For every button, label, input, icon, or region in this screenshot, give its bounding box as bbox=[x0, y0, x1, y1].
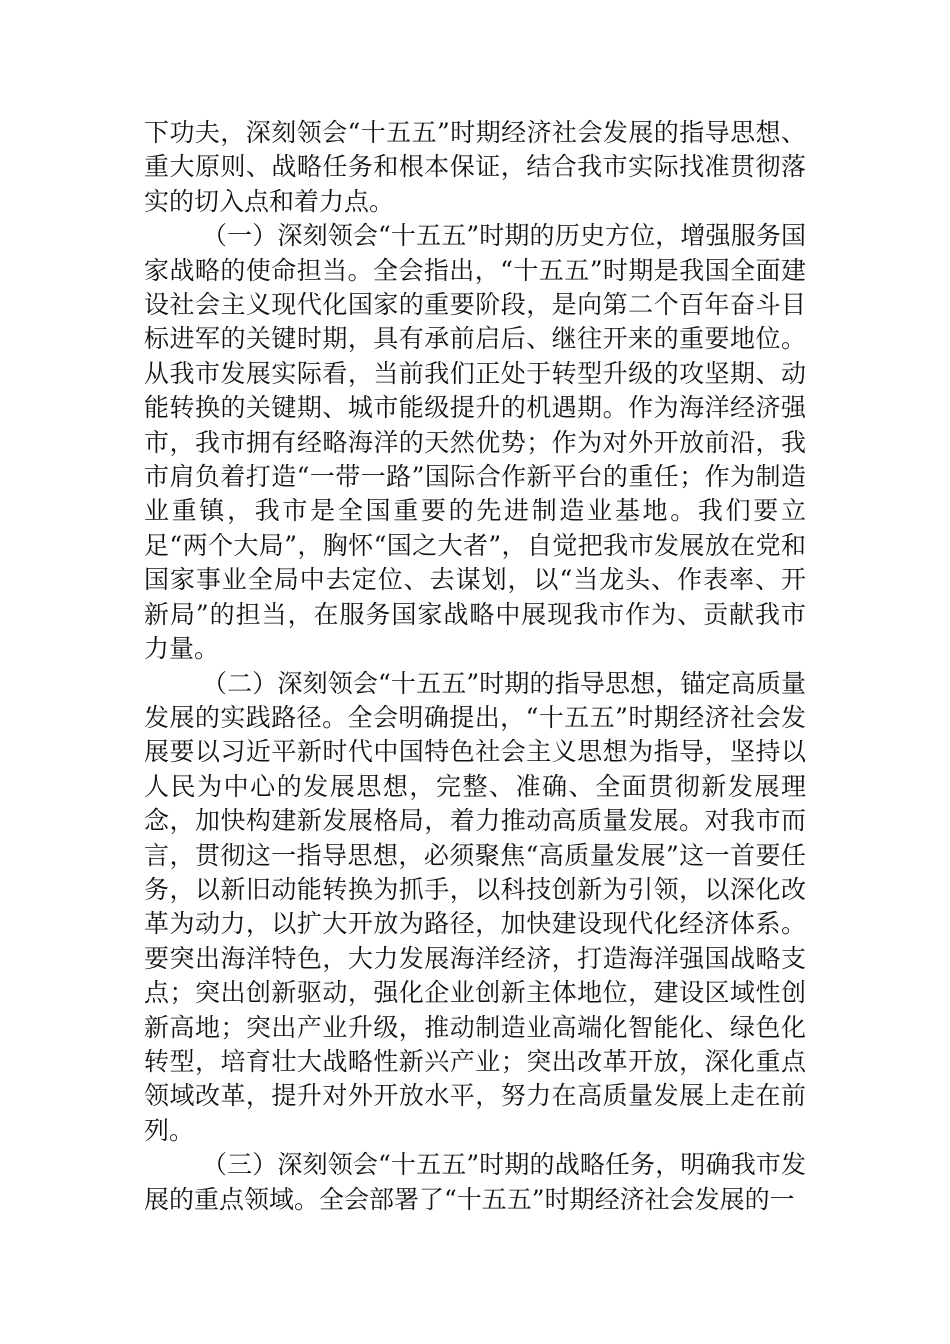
paragraph-continuation: 下功夫，深刻领会“十五五”时期经济社会发展的指导思想、重大原则、战略任务和根本保证，结合我市实际找准贯彻落实的切入点和着力点。 bbox=[144, 118, 806, 216]
paragraph-section-3: （三）深刻领会“十五五”时期的战略任务，明确我市发展的重点领域。全会部署了“十五五”时期经济社会发展的一 bbox=[144, 1150, 806, 1214]
paragraph-section-2: （二）深刻领会“十五五”时期的指导思想，锚定高质量发展的实践路径。全会明确提出，“十五五”时期经济社会发展要以习近平新时代中国特色社会主义思想为指导，坚持以人民为中心的发展思想，完整、准确、全面贯彻新发展理念，加快构建新发展格局，着力推动高质量发展。对我市而言，贯彻这一指导思想，必须聚焦“高质量发展”这一首要任务，以新旧动能转换为抓手，以科技创新为引领，以深化改革为动力，以扩大开放为路径，加快建设现代化经济体系。要突出海洋特色，大力发展海洋经济，打造海洋强国战略支点；突出创新驱动，强化企业创新主体地位，建设区域性创新高地；突出产业升级，推动制造业高端化智能化、绿色化转型，培育壮大战略性新兴产业；突出改革开放，深化重点领域改革，提升对外开放水平，努力在高质量发展上走在前列。 bbox=[144, 668, 806, 1145]
paragraph-section-1: （一）深刻领会“十五五”时期的历史方位，增强服务国家战略的使命担当。全会指出，“十五五”时期是我国全面建设社会主义现代化国家的重要阶段，是向第二个百年奋斗目标进军的关键时期，具有承前启后、继往开来的重要地位。从我市发展实际看，当前我们正处于转型升级的攻坚期、动能转换的关键期、城市能级提升的机遇期。作为海洋经济强市，我市拥有经略海洋的天然优势；作为对外开放前沿，我市肩负着打造“一带一路”国际合作新平台的重任；作为制造业重镇，我市是全国重要的先进制造业基地。我们要立足“两个大局”，胸怀“国之大者”，自觉把我市发展放在党和国家事业全局中去定位、去谋划，以“当龙头、作表率、开新局”的担当，在服务国家战略中展现我市作为、贡献我市力量。 bbox=[144, 221, 806, 664]
document-body bbox=[144, 116, 806, 1217]
